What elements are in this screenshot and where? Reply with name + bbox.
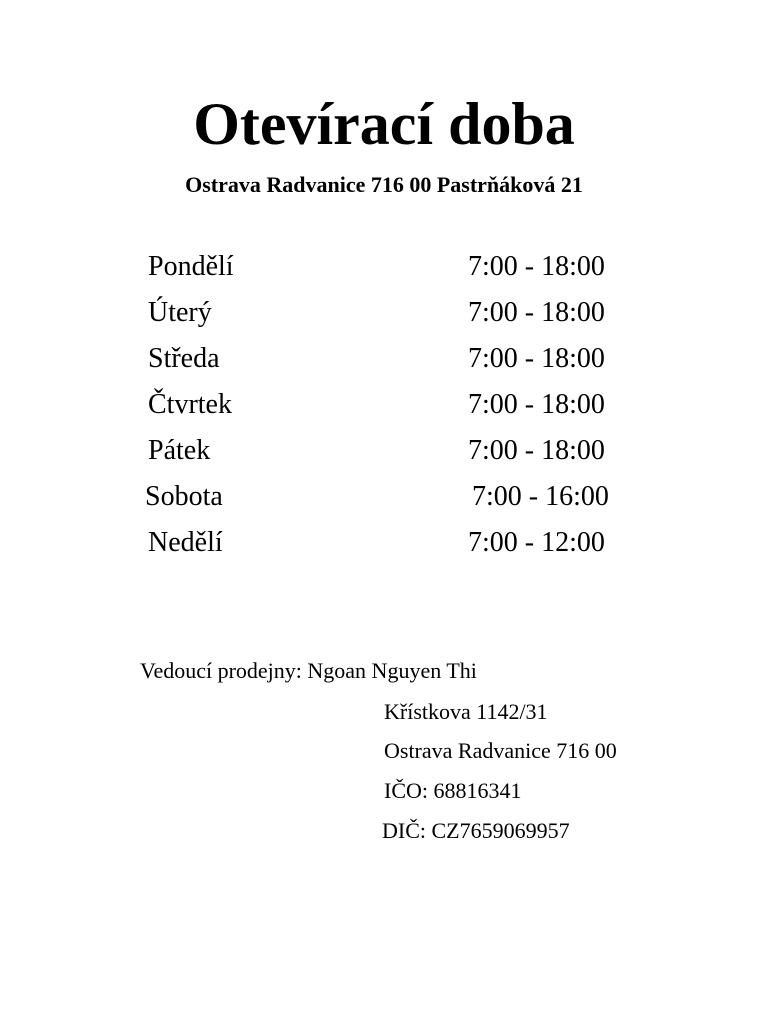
day-label: Nedělí (148, 527, 223, 558)
time-range: 7:00 - 18:00 (468, 297, 605, 328)
hours-row-monday (0, 250, 768, 284)
hours-row-wednesday (0, 342, 768, 376)
day-label: Pátek (148, 435, 211, 466)
time-range: 7:00 - 16:00 (472, 481, 609, 512)
manager-city: Ostrava Radvanice 716 00 (384, 738, 617, 763)
hours-row-tuesday (0, 296, 768, 330)
company-id: IČO: 68816341 (384, 778, 522, 803)
hours-row-saturday (0, 480, 768, 514)
store-address: Ostrava Radvanice 716 00 Pastrňáková 21 (185, 172, 583, 197)
time-range: 7:00 - 18:00 (468, 343, 605, 374)
hours-row-sunday (0, 526, 768, 560)
store-manager: Vedoucí prodejny: Ngoan Nguyen Thi (140, 658, 477, 683)
time-range: 7:00 - 12:00 (468, 527, 605, 558)
manager-street: Křístkova 1142/31 (384, 699, 548, 724)
tax-id: DIČ: CZ7659069957 (382, 818, 570, 843)
day-label: Pondělí (148, 251, 234, 282)
time-range: 7:00 - 18:00 (468, 251, 605, 282)
page-title: Otevírací doba (193, 91, 575, 157)
hours-row-friday (0, 434, 768, 468)
day-label: Středa (148, 343, 220, 374)
day-label: Sobota (145, 481, 223, 512)
day-label: Čtvrtek (148, 389, 232, 420)
day-label: Úterý (148, 297, 212, 328)
time-range: 7:00 - 18:00 (468, 389, 605, 420)
time-range: 7:00 - 18:00 (468, 435, 605, 466)
hours-row-thursday (0, 388, 768, 422)
